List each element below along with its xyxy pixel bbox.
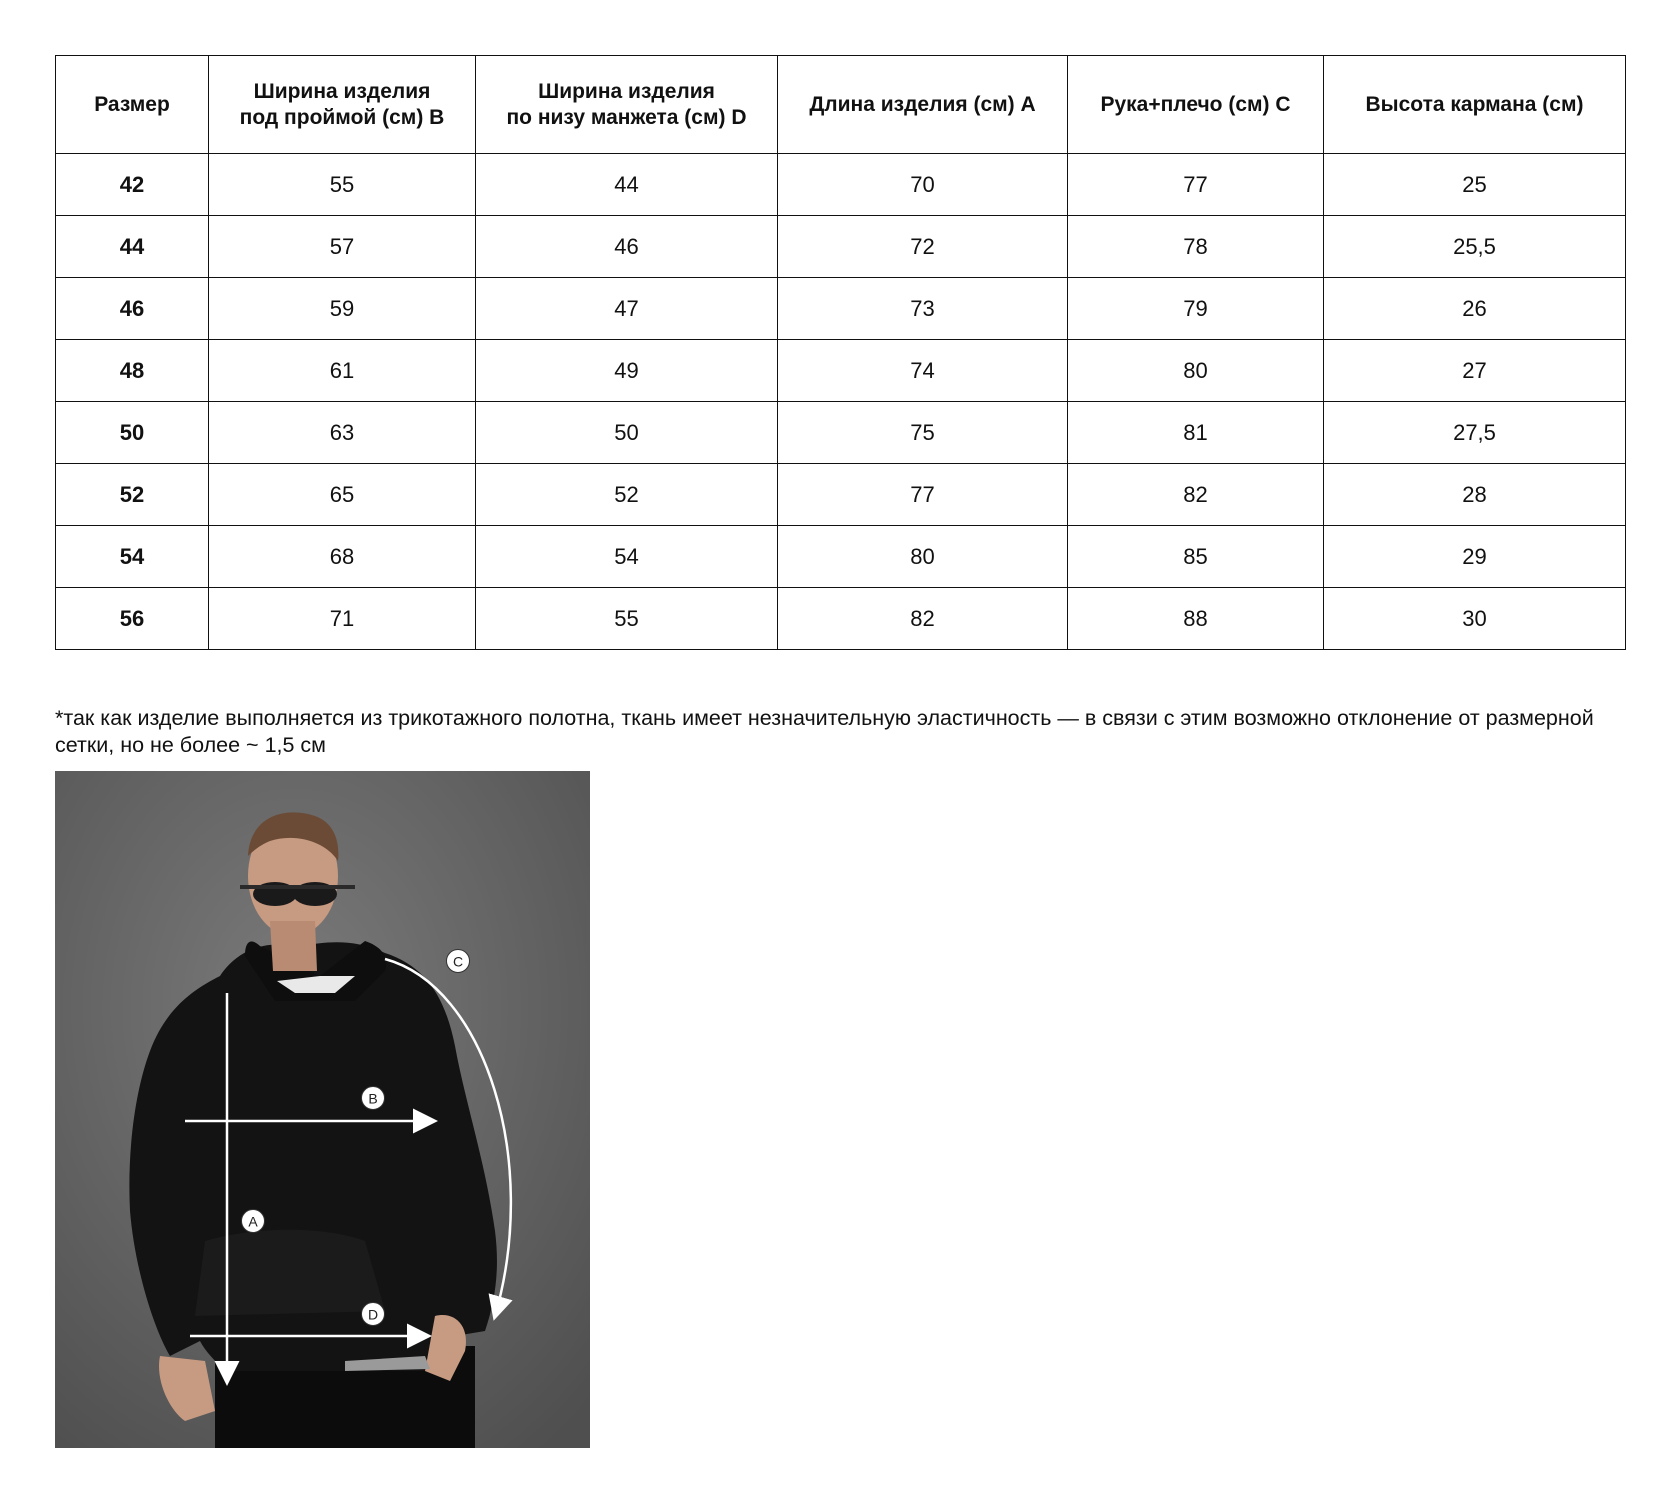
table-row (56, 526, 1626, 588)
table-cell: 82 (1068, 464, 1324, 526)
table-cell: 55 (209, 154, 476, 216)
table-cell: 49 (476, 340, 778, 402)
header-sleeve-shoulder: Рука+плечо (см) C (1068, 56, 1324, 154)
size-table (55, 55, 1626, 650)
table-cell: 46 (476, 216, 778, 278)
table-cell: 57 (209, 216, 476, 278)
table-cell: 77 (778, 464, 1068, 526)
table-cell: 75 (778, 402, 1068, 464)
header-length: Длина изделия (см) A (778, 56, 1068, 154)
table-cell: 80 (778, 526, 1068, 588)
table-cell: 68 (209, 526, 476, 588)
marker-d-label: D (367, 1306, 379, 1323)
size-cell: 56 (56, 588, 209, 650)
size-cell: 46 (56, 278, 209, 340)
table-cell: 63 (209, 402, 476, 464)
table-cell: 30 (1324, 588, 1626, 650)
size-cell: 50 (56, 402, 209, 464)
table-row (56, 464, 1626, 526)
table-cell: 71 (209, 588, 476, 650)
table-cell: 80 (1068, 340, 1324, 402)
table-row (56, 216, 1626, 278)
table-cell: 70 (778, 154, 1068, 216)
size-cell: 54 (56, 526, 209, 588)
table-cell: 82 (778, 588, 1068, 650)
marker-d (362, 1303, 385, 1326)
marker-c (447, 950, 470, 973)
table-cell: 73 (778, 278, 1068, 340)
neck-shape (270, 921, 317, 971)
marker-b-label: B (368, 1090, 378, 1107)
table-cell: 25 (1324, 154, 1626, 216)
hoodie-measurement-photo (55, 771, 590, 1448)
marker-a-label: A (248, 1213, 258, 1230)
table-cell: 85 (1068, 526, 1324, 588)
table-cell: 78 (1068, 216, 1324, 278)
table-cell: 50 (476, 402, 778, 464)
header-width-armhole: Ширина изделия под проймой (см) B (209, 56, 476, 154)
size-cell: 44 (56, 216, 209, 278)
size-cell: 52 (56, 464, 209, 526)
table-cell: 25,5 (1324, 216, 1626, 278)
table-row (56, 402, 1626, 464)
header-pocket-height: Высота кармана (см) (1324, 56, 1626, 154)
table-cell: 47 (476, 278, 778, 340)
table-cell: 81 (1068, 402, 1324, 464)
table-cell: 77 (1068, 154, 1324, 216)
pocket-shape (195, 1230, 385, 1316)
table-cell: 55 (476, 588, 778, 650)
table-cell: 59 (209, 278, 476, 340)
header-size: Размер (56, 56, 209, 154)
table-row (56, 340, 1626, 402)
table-cell: 52 (476, 464, 778, 526)
header-width-hem: Ширина изделия по низу манжета (см) D (476, 56, 778, 154)
table-cell: 72 (778, 216, 1068, 278)
table-cell: 74 (778, 340, 1068, 402)
table-row (56, 588, 1626, 650)
table-cell: 88 (1068, 588, 1324, 650)
marker-c-label: C (452, 953, 464, 970)
table-cell: 79 (1068, 278, 1324, 340)
table-row (56, 154, 1626, 216)
table-cell: 26 (1324, 278, 1626, 340)
table-cell: 61 (209, 340, 476, 402)
table-cell: 44 (476, 154, 778, 216)
table-cell: 54 (476, 526, 778, 588)
marker-a (242, 1210, 265, 1233)
table-cell: 27,5 (1324, 402, 1626, 464)
table-cell: 27 (1324, 340, 1626, 402)
table-row (56, 278, 1626, 340)
size-cell: 42 (56, 154, 209, 216)
table-header-row (56, 56, 1626, 154)
size-cell: 48 (56, 340, 209, 402)
elasticity-note: *так как изделие выполняется из трикотажного полотна, ткань имеет незначительную эластичность — в связи с этим возможно отклонение от размерной сетки, но не более ~ 1,5 см (55, 705, 1594, 757)
table-cell: 28 (1324, 464, 1626, 526)
table-cell: 65 (209, 464, 476, 526)
table-cell: 29 (1324, 526, 1626, 588)
marker-b (362, 1087, 385, 1110)
